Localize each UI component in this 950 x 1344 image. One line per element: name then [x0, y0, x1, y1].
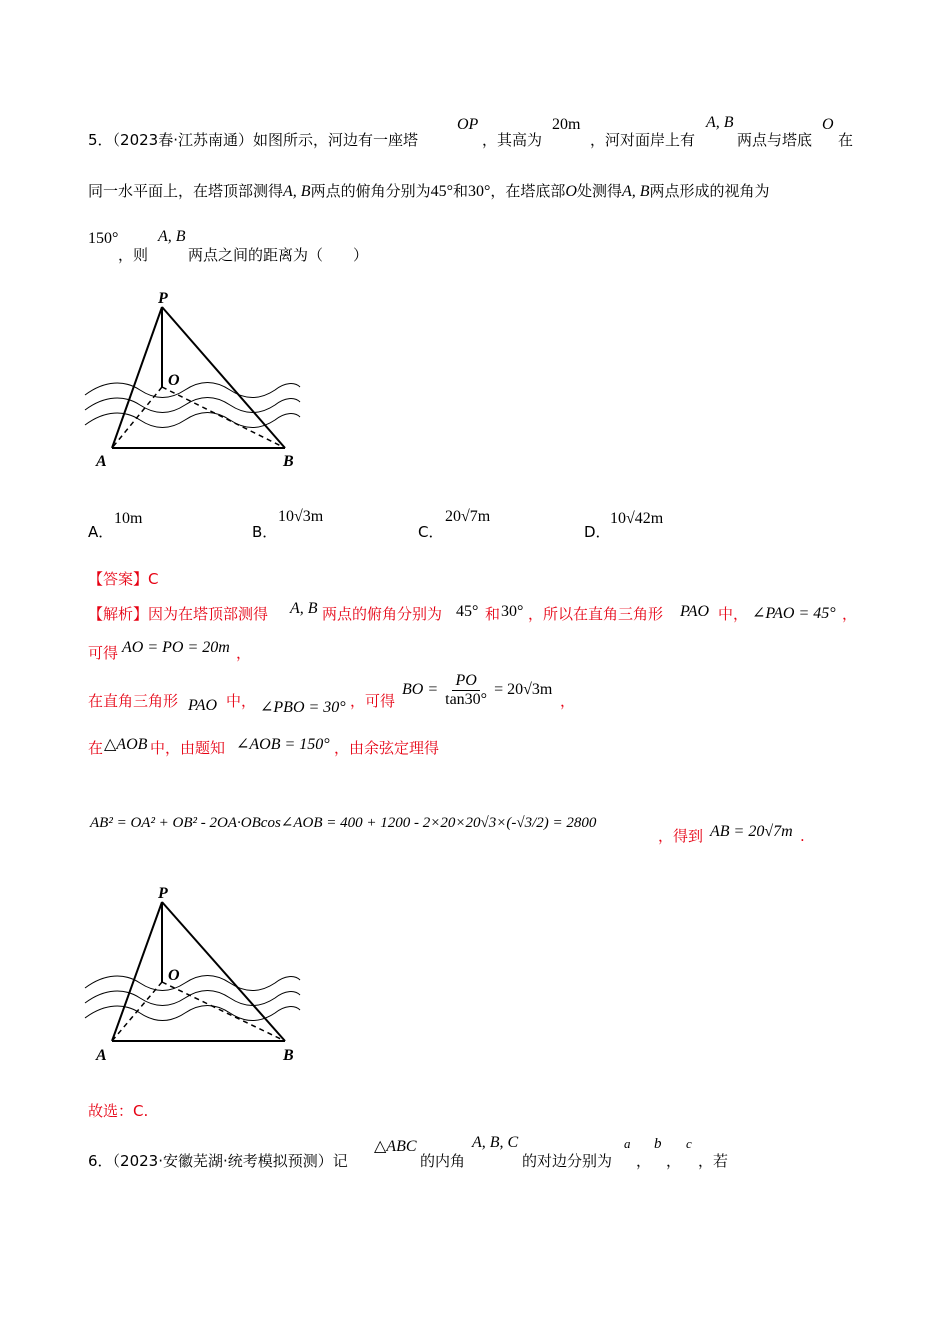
analysis-conclusion: 故选：C. [88, 1102, 149, 1120]
q6-number: 6． [88, 1152, 113, 1170]
q5-line2-text-e: 两点形成的视角为 [649, 182, 770, 200]
q5-text2: ，其高为 [482, 131, 543, 149]
q6-b: b [654, 1136, 662, 1152]
analysis-text: 因为在塔顶部测得 [148, 605, 269, 623]
wave-line [85, 976, 300, 991]
label-o: O [168, 967, 180, 984]
option-a-value: 10m [114, 510, 143, 527]
label-p: P [158, 885, 168, 902]
fraction-numerator: PO [452, 672, 479, 691]
analysis-l4c: ，由余弦定理得 [334, 739, 440, 757]
label-p: P [158, 290, 168, 307]
analysis-30: 30° [501, 603, 524, 620]
q5-ab: A, B [706, 114, 734, 131]
bo-fraction [442, 672, 490, 709]
q5-deg30: 30° [468, 183, 491, 200]
analysis-l1c: ，所以在直角三角形 [528, 605, 664, 623]
analysis-l1e: ， [842, 605, 858, 623]
label-a: A [96, 453, 107, 470]
analysis-ao-po: AO = PO = 20m [122, 639, 230, 656]
edge-pa [112, 902, 162, 1041]
bo-eq: BO = [402, 681, 439, 699]
analysis-l1d: 中， [718, 605, 749, 623]
q6-t4: ，若 [698, 1152, 729, 1170]
q5-line2-text-b: 两点的俯角分别为 [310, 182, 431, 200]
q6-text: 记 [332, 1152, 348, 1170]
analysis-l2b: ， [236, 644, 252, 662]
q5-ab-3: A, B [622, 183, 650, 200]
analysis-l1b: 两点的俯角分别为 [322, 605, 443, 623]
label-o: O [168, 372, 180, 389]
analysis-tri-aob: △AOB [104, 736, 148, 753]
q5-line1 [88, 130, 418, 150]
analysis-l3d: ， [560, 692, 576, 710]
q6-t3: 的对边分别为 [522, 1152, 613, 1170]
option-a-letter: A． [88, 523, 114, 541]
q5-and: 和 [452, 182, 468, 200]
analysis-l5a: ，得到 [658, 827, 704, 845]
analysis-line1 [88, 604, 268, 624]
q5-line2-text-c: ，在塔底部 [490, 182, 566, 200]
q5-ab-4: A, B [158, 228, 186, 245]
analysis-l3a: 在直角三角形 [88, 692, 179, 710]
q6-sep-2: ， [666, 1152, 682, 1170]
analysis-formula: AB² = OA² + OB² - 2OA·OBcos∠AOB = 400 + 1200 - 2×20×20√3×(-√3/2) = 2800 [90, 815, 597, 831]
tower-figure-2 [80, 878, 310, 1068]
analysis-ab: A, B [290, 600, 318, 617]
q5-line3a: ，则 [118, 246, 149, 264]
analysis-pao-2: PAO [188, 697, 218, 714]
q5-height: 20m [552, 116, 581, 133]
analysis-l5b: . [800, 827, 805, 845]
wave-line [85, 383, 300, 398]
analysis-45: 45° [456, 603, 479, 620]
q6-source: （2023·安徽芜湖·统考模拟预测） [112, 1152, 333, 1170]
tower-figure-1 [80, 285, 310, 475]
q6-a: a [624, 1136, 631, 1151]
q5-line2 [88, 181, 770, 202]
q5-text4: 两点与塔底 [737, 131, 813, 149]
q5-o: O [822, 116, 834, 133]
q5-o-2: O [565, 183, 577, 200]
label-b: B [283, 453, 294, 470]
q6-abc: △ABC [374, 1138, 417, 1155]
analysis-bo-formula [402, 672, 552, 709]
q5-source: （2023春·江苏南通） [112, 131, 253, 149]
q5-number: 5． [88, 131, 113, 149]
wave-line [85, 398, 300, 413]
q5-text: 如图所示，河边有一座塔 [253, 131, 419, 149]
answer-line [88, 569, 159, 589]
option-c-letter: C． [418, 523, 444, 541]
analysis-and: 和 [485, 605, 501, 623]
fraction-denominator: tan30° [445, 691, 488, 708]
analysis-angle-pbo: ∠PBO = 30° [260, 699, 346, 716]
edge-ob [162, 982, 285, 1041]
analysis-result: AB = 20√7m [710, 823, 793, 840]
wave-line [85, 991, 300, 1006]
option-b-value: 10√3m [278, 508, 324, 525]
analysis-l2a: 可得 [88, 644, 119, 662]
option-d-letter: D． [584, 523, 611, 541]
answer-label: 【答案】 [88, 570, 149, 588]
q5-line3b: 两点之间的距离为（ ） [188, 246, 369, 264]
q5-line2-text: 同一水平面上，在塔顶部测得 [88, 182, 284, 200]
wave-line [85, 1006, 300, 1021]
q5-op: OP [457, 116, 479, 133]
option-d-value: 10√42m [610, 510, 664, 527]
wave-line [85, 413, 300, 428]
q5-text3: ，河对面岸上有 [590, 131, 696, 149]
analysis-pao: PAO [680, 603, 710, 620]
q5-deg45: 45° [430, 183, 453, 200]
label-a: A [96, 1047, 107, 1064]
q6-angles: A, B, C [472, 1134, 519, 1151]
option-c-value: 20√7m [445, 508, 491, 525]
q6-sep-1: ， [636, 1152, 652, 1170]
analysis-l3c: ，可得 [350, 692, 396, 710]
label-b: B [283, 1047, 294, 1064]
analysis-l3b: 中， [226, 692, 257, 710]
q5-deg150: 150° [88, 230, 119, 247]
edge-ob [162, 387, 285, 448]
analysis-angle-pao: ∠PAO = 45° [752, 605, 836, 622]
answer-value: C [148, 570, 159, 588]
edge-pb [162, 307, 285, 448]
analysis-angle-aob: ∠AOB = 150° [236, 736, 330, 753]
q5-ab-2: A, B [283, 183, 311, 200]
option-b-letter: B． [252, 523, 278, 541]
analysis-label: 【解析】 [88, 605, 149, 623]
analysis-l4b: 中，由题知 [150, 739, 226, 757]
q6-c: c [686, 1136, 692, 1151]
edge-oa [112, 387, 162, 448]
q6-t2: 的内角 [420, 1152, 466, 1170]
q5-line2-text-d: 处测得 [576, 182, 622, 200]
bo-value: = 20√3m [494, 681, 553, 699]
q5-text5: 在 [838, 131, 854, 149]
q6-line1 [88, 1151, 348, 1171]
edge-pb [162, 902, 285, 1041]
analysis-l4a: 在 [88, 739, 104, 757]
